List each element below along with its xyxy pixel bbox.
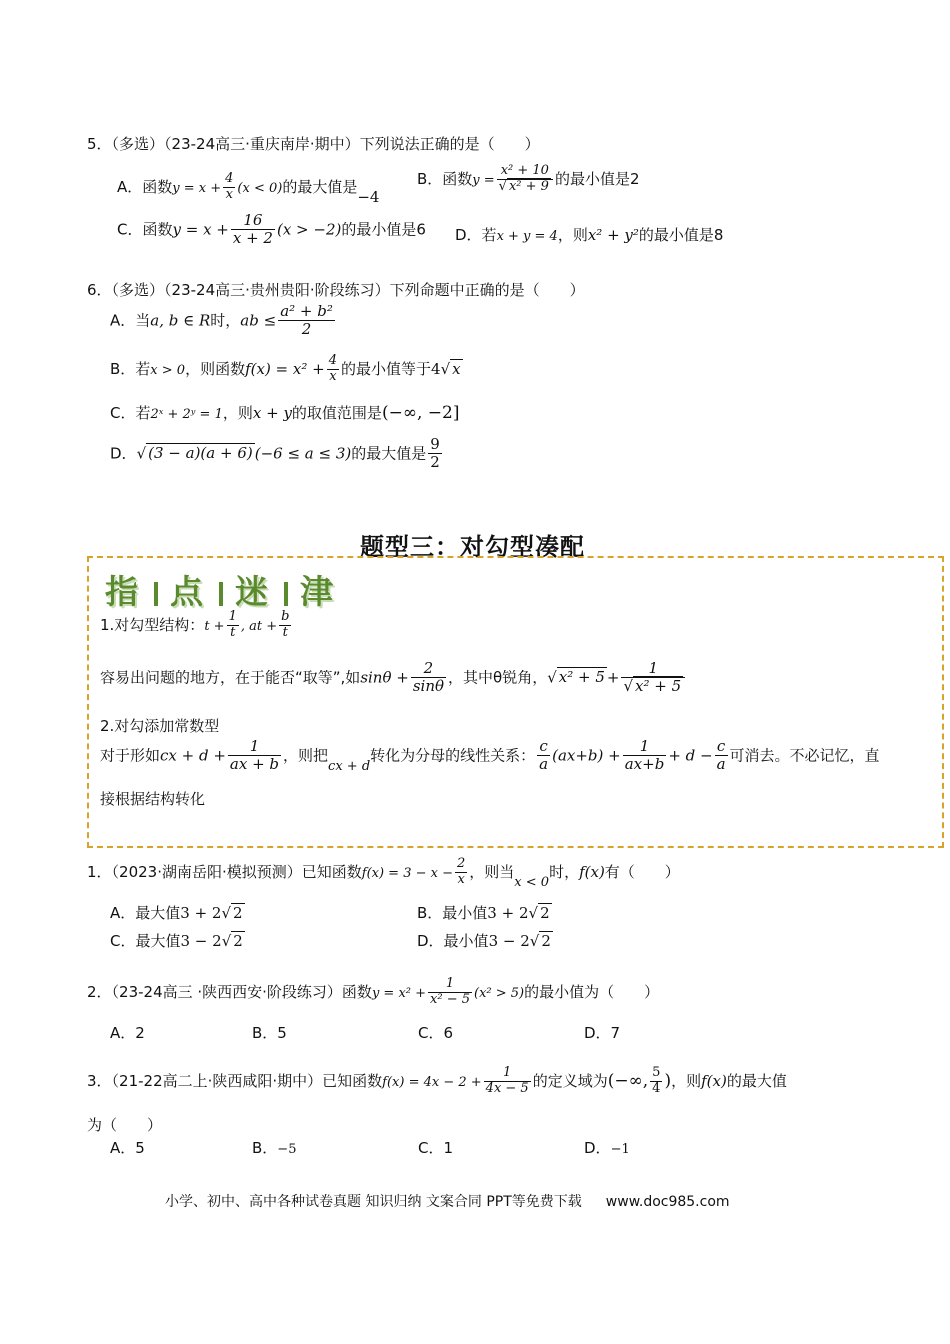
q1-option-d: D．最小值3 − 2√ 2: [417, 932, 551, 950]
q1-option-c: C．最大值3 − 2√ 2: [110, 932, 243, 950]
q2-option-d: D．7: [584, 1024, 621, 1042]
tips-header: 指 点 迷 津: [105, 572, 337, 611]
footer: [165, 1191, 730, 1211]
q6-option-b: B．若x > 0，则函数f(x) = x² + $\frac{4}{x}$ 的最小值等于4√ x: [110, 353, 461, 384]
tips-point-2: 2.对勾添加常数型: [100, 717, 220, 735]
q3-stem-line2: 为（ ）: [87, 1116, 163, 1134]
q3-option-a: A．5: [110, 1139, 145, 1157]
q2-stem: 2．（23-24高三 ·陕西西安·阶段练习）函数y = x² + $\frac{1}{\text{x² − 5}}$ (x² > 5)的最小值为（ ）: [87, 976, 660, 1007]
q3-option-c: C．1: [418, 1139, 454, 1157]
q5-option-d: D．若x + y = 4，则x² + y²的最小值是8: [455, 226, 724, 244]
q1-stem: 1．（2023·湖南岳阳·模拟预测）已知函数f(x) = 3 − x − $\frac{2}{x}$ ，则当x < 0时，f(x)有（ ）: [87, 856, 680, 890]
tips-point-1-note: 容易出问题的地方，在于能否“取等”,如sinθ + $\frac{2}{\sin\theta}$ ，其中θ锐角，√ x² + 5 + $\frac{1}{\text{√ x² + 5}}$: [100, 660, 687, 696]
q5-option-c: C．函数y = x + $\frac{16}{x + 2}$ (x > −2)的最小值是6: [117, 211, 426, 248]
q2-option-b: B．5: [252, 1024, 287, 1042]
q5-option-b: B．函数y = $\frac{\text{x² + 10}}{\text{√ x² + 9}}$ 的最小值是2: [417, 163, 640, 194]
q1-option-b: B．最小值3 + 2√ 2: [417, 904, 550, 922]
q6-stem: 6．（多选）（23-24高三·贵州贵阳·阶段练习）下列命题中正确的是（ ）: [87, 281, 585, 299]
q3-option-b: B．−5: [252, 1139, 297, 1157]
q2-option-a: A．2: [110, 1024, 145, 1042]
q3-option-d: D．−1: [584, 1139, 630, 1157]
section-title: 题型三：对勾型凑配: [360, 533, 585, 561]
q1-option-a: A．最大值3 + 2√ 2: [110, 904, 243, 922]
tips-point-2-body: 对于形如cx + d + $\frac{1}{ax + b}$ ，则把cx + d转化为分母的线性关系： $\frac{c}{a}$ (ax+b) + $\frac{1}{ax+b}$ + d − $\frac{c}{a}$ 可消去。不必记忆，直: [100, 737, 880, 775]
q6-option-a: A．当a, b ∈ R时，ab ≤ $\frac{\text{a² + b²}}{2}$: [110, 302, 333, 339]
q6-option-c: C．若2ˣ + 2ʸ = 1，则x + y的取值范围是(−∞, −2]: [110, 403, 460, 423]
footer-url[interactable]: www.doc985.com: [605, 1194, 730, 1210]
q6-option-d: D．√ (3 − a)(a + 6) (−6 ≤ a ≤ 3)的最大值是 $\frac{9}{2}$: [110, 435, 440, 472]
tips-point-2-end: 接根据结构转化: [100, 790, 206, 808]
q3-stem: 3．（21-22高二上·陕西咸阳·期中）已知函数f(x) = 4x − 2 + $\frac{1}{4x - 5}$ 的定义域为(−∞, $\frac{5}{4}$ )，则f(x)的最大值: [87, 1065, 787, 1096]
q5-stem: 5．（多选）（23-24高三·重庆南岸·期中）下列说法正确的是（ ）: [87, 135, 540, 153]
tips-point-1: 1.对勾型结构：t + $\frac{1}{t}$ , at + $\frac{b}{t}$: [100, 609, 290, 640]
footer-text: 小学、初中、高中各种试卷真题 知识归纳 文案合同 PPT等免费下载: [165, 1194, 582, 1210]
q5-option-a: A．函数y = x + $\frac{4}{x}$ (x < 0)的最大值是−4: [117, 171, 380, 206]
q2-option-c: C．6: [418, 1024, 454, 1042]
